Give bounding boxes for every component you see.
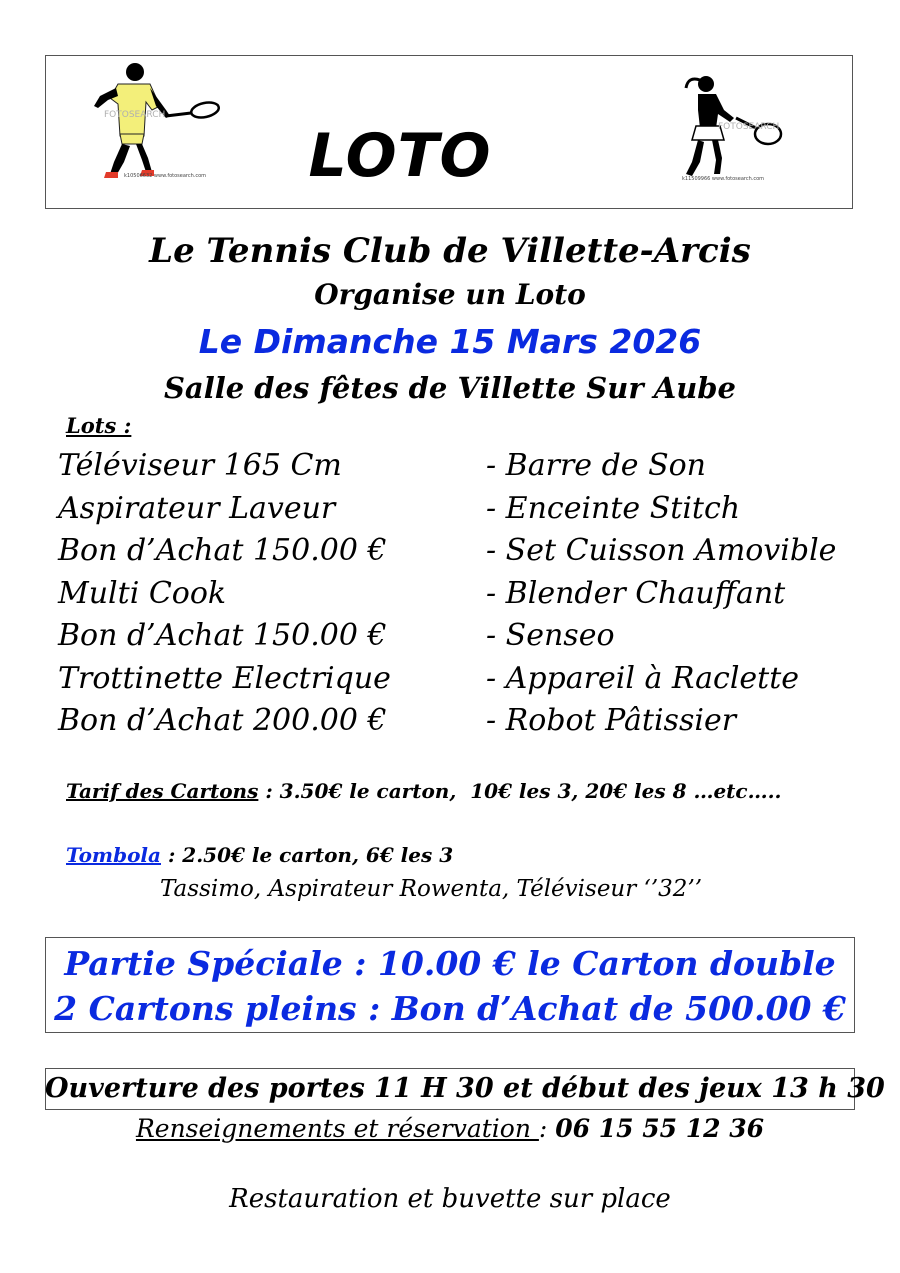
lot-item: Multi Cook xyxy=(58,575,227,611)
lot-item: - Appareil à Raclette xyxy=(486,660,800,696)
tombola-label: Tombola xyxy=(66,843,161,867)
lot-item: Aspirateur Laveur xyxy=(58,490,336,526)
reservation-separator: : xyxy=(538,1114,556,1143)
watermark-right: FOTOSEARCH xyxy=(718,122,780,132)
lot-item: - Senseo xyxy=(486,618,615,653)
tombola-prizes: Tassimo, Aspirateur Rowenta, Téléviseur ‘’32’’ xyxy=(160,876,703,902)
event-venue: Salle des fêtes de Villette Sur Aube xyxy=(163,371,737,405)
page-title: LOTO xyxy=(308,121,492,191)
lot-item: Trottinette Electrique xyxy=(58,660,391,696)
lot-item: - Blender Chauffant xyxy=(486,575,786,611)
card-price-line xyxy=(66,776,782,806)
club-name: Le Tennis Club de Villette-Arcis xyxy=(149,231,751,271)
lot-item: - Set Cuisson Amovible xyxy=(486,533,837,568)
lot-item: Bon d’Achat 150.00 € xyxy=(58,618,387,653)
tombola-line xyxy=(66,840,453,870)
reservation-line xyxy=(0,1110,900,1148)
female-tennis-player-image xyxy=(672,66,792,186)
lot-item: - Robot Pâtissier xyxy=(486,703,737,738)
lots-heading: Lots : xyxy=(66,413,132,438)
tennis-player-male-icon xyxy=(80,58,230,183)
image-caption-left: k10506632 www.fotosearch.com xyxy=(124,173,207,179)
phone-number: 06 15 55 12 36 xyxy=(555,1114,765,1143)
card-price-label: Tarif des Cartons xyxy=(66,779,259,803)
image-caption-right: k11509966 www.fotosearch.com xyxy=(682,176,765,182)
card-price-text: : 3.50€ le carton, 10€ les 3, 20€ les 8 …etc….. xyxy=(258,779,782,803)
lot-item: - Barre de Son xyxy=(486,448,707,483)
special-game-line: Partie Spéciale : 10.00 € le Carton double xyxy=(64,944,836,983)
reservation-label: Renseignements et réservation xyxy=(135,1114,539,1143)
event-date: Le Dimanche 15 Mars 2026 xyxy=(198,322,702,361)
tombola-text: : 2.50€ le carton, 6€ les 3 xyxy=(160,843,454,867)
special-prize-line: 2 Cartons pleins : Bon d’Achat de 500.00 € xyxy=(54,989,846,1028)
lots-right-column xyxy=(486,445,836,743)
organise-text: Organise un Loto xyxy=(314,278,586,311)
lot-item: Bon d’Achat 200.00 € xyxy=(58,703,387,738)
opening-hours: Ouverture des portes 11 H 30 et début des jeux 13 h 30 xyxy=(45,1073,885,1104)
lot-item: - Enceinte Stitch xyxy=(486,490,741,526)
male-tennis-player-image xyxy=(80,58,230,183)
watermark-left: FOTOSEARCH xyxy=(104,110,166,120)
restauration-note: Restauration et buvette sur place xyxy=(229,1184,671,1214)
lot-item: Téléviseur 165 Cm xyxy=(58,448,342,483)
lots-left-column xyxy=(58,445,391,743)
lot-item: Bon d’Achat 150.00 € xyxy=(58,533,387,568)
